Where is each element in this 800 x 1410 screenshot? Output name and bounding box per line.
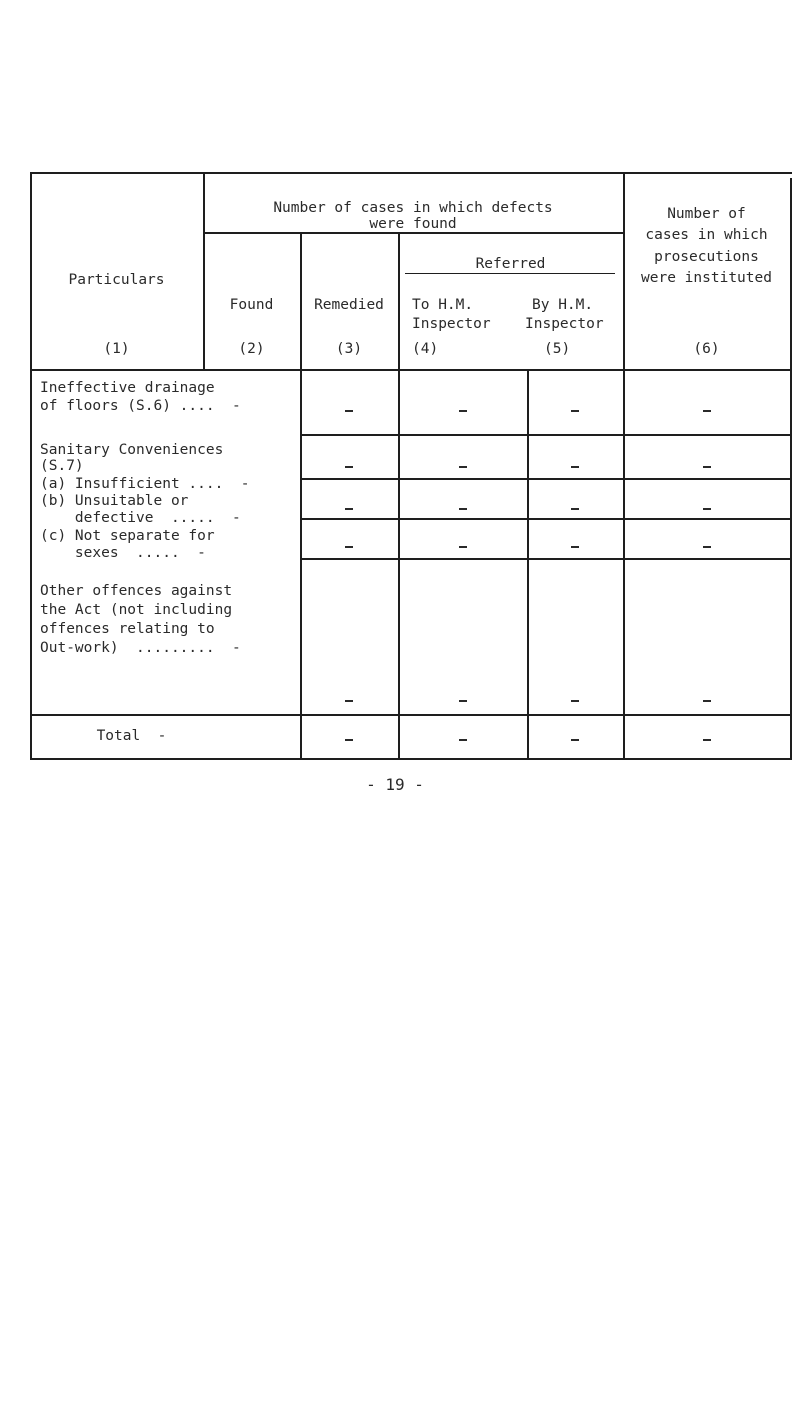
- dash-total-c3: [345, 739, 353, 741]
- rule-header-bottom: [30, 369, 792, 371]
- dash-r2-c5: [571, 466, 579, 468]
- row-insufficient: (a) Insufficient .... -: [40, 476, 250, 492]
- rule-bottom: [30, 758, 792, 760]
- rule-referred: [405, 273, 615, 274]
- header-to-hm-num: (4): [412, 341, 439, 357]
- header-referred: Referred: [475, 256, 546, 272]
- header-prosecutions-line1: Number of: [667, 206, 746, 222]
- dash-r4-c5: [571, 546, 579, 548]
- page-number: - 19 -: [366, 775, 424, 794]
- dash-r3-c6: [703, 508, 711, 510]
- row-drainage-line2: of floors (S.6) .... -: [40, 398, 241, 414]
- rule-left: [30, 172, 32, 760]
- rule-row1: [300, 434, 792, 436]
- dash-r1-c6: [703, 410, 711, 412]
- header-prosecutions-num: (6): [693, 341, 720, 357]
- dash-r3-c3: [345, 508, 353, 510]
- rule-row4: [300, 558, 792, 560]
- header-to-hm-line2: Inspector: [412, 316, 491, 332]
- group-title-line1: Number of cases in which defects: [273, 200, 553, 216]
- row-other-line2: the Act (not including: [40, 602, 233, 618]
- group-title-line2: were found: [369, 216, 457, 232]
- header-remedied-num: (3): [335, 341, 363, 357]
- dash-total-c5: [571, 739, 579, 741]
- header-prosecutions-line2: cases in which: [645, 227, 768, 243]
- dash-r3-c5: [571, 508, 579, 510]
- dash-r2-c6: [703, 466, 711, 468]
- header-remedied: Remedied: [314, 297, 384, 313]
- rule-row3: [300, 518, 792, 520]
- dash-r5-c5: [571, 700, 579, 702]
- dash-r5-c6: [703, 700, 711, 702]
- rule-col4: [527, 370, 529, 760]
- row-not-separate-line2: sexes ..... -: [40, 545, 206, 561]
- dash-r4-c4: [459, 546, 467, 548]
- dash-r1-c5: [571, 410, 579, 412]
- dash-r2-c3: [345, 466, 353, 468]
- dash-r2-c4: [459, 466, 467, 468]
- row-unsuitable-line1: (b) Unsuitable or: [40, 493, 189, 509]
- header-to-hm-line1: To H.M.: [412, 297, 474, 313]
- row-sanitary-line2: (S.7): [40, 458, 84, 474]
- rule-total-top: [30, 714, 792, 716]
- dash-total-c6: [703, 739, 711, 741]
- row-not-separate-line1: (c) Not separate for: [40, 528, 215, 544]
- rule-row2: [300, 478, 792, 480]
- row-other-line3: offences relating to: [40, 621, 215, 637]
- row-drainage-line1: Ineffective drainage: [40, 380, 215, 396]
- row-unsuitable-line2: defective ..... -: [40, 510, 241, 526]
- header-found-num: (2): [238, 341, 265, 357]
- row-other-line1: Other offences against: [40, 583, 233, 599]
- dash-r4-c3: [345, 546, 353, 548]
- header-by-hm-line2: Inspector: [525, 316, 604, 332]
- header-particulars-num: (1): [103, 341, 130, 357]
- dash-r5-c3: [345, 700, 353, 702]
- row-total: Total -: [96, 728, 167, 744]
- row-sanitary-line1: Sanitary Conveniences: [40, 442, 224, 458]
- rule-right: [790, 178, 792, 760]
- header-by-hm-num: (5): [544, 341, 571, 357]
- header-prosecutions-line3: prosecutions: [654, 249, 759, 265]
- dash-r1-c4: [459, 410, 467, 412]
- header-by-hm-line1: By H.M.: [532, 297, 594, 313]
- dash-r1-c3: [345, 410, 353, 412]
- row-other-line4: Out-work) ......... -: [40, 640, 241, 656]
- header-found: Found: [229, 297, 274, 313]
- header-particulars: Particulars: [68, 272, 165, 288]
- rule-col3: [398, 232, 400, 760]
- dash-r3-c4: [459, 508, 467, 510]
- dash-r4-c6: [703, 546, 711, 548]
- dash-r5-c4: [459, 700, 467, 702]
- header-prosecutions-line4: were instituted: [641, 270, 772, 286]
- rule-top: [30, 172, 792, 174]
- dash-total-c4: [459, 739, 467, 741]
